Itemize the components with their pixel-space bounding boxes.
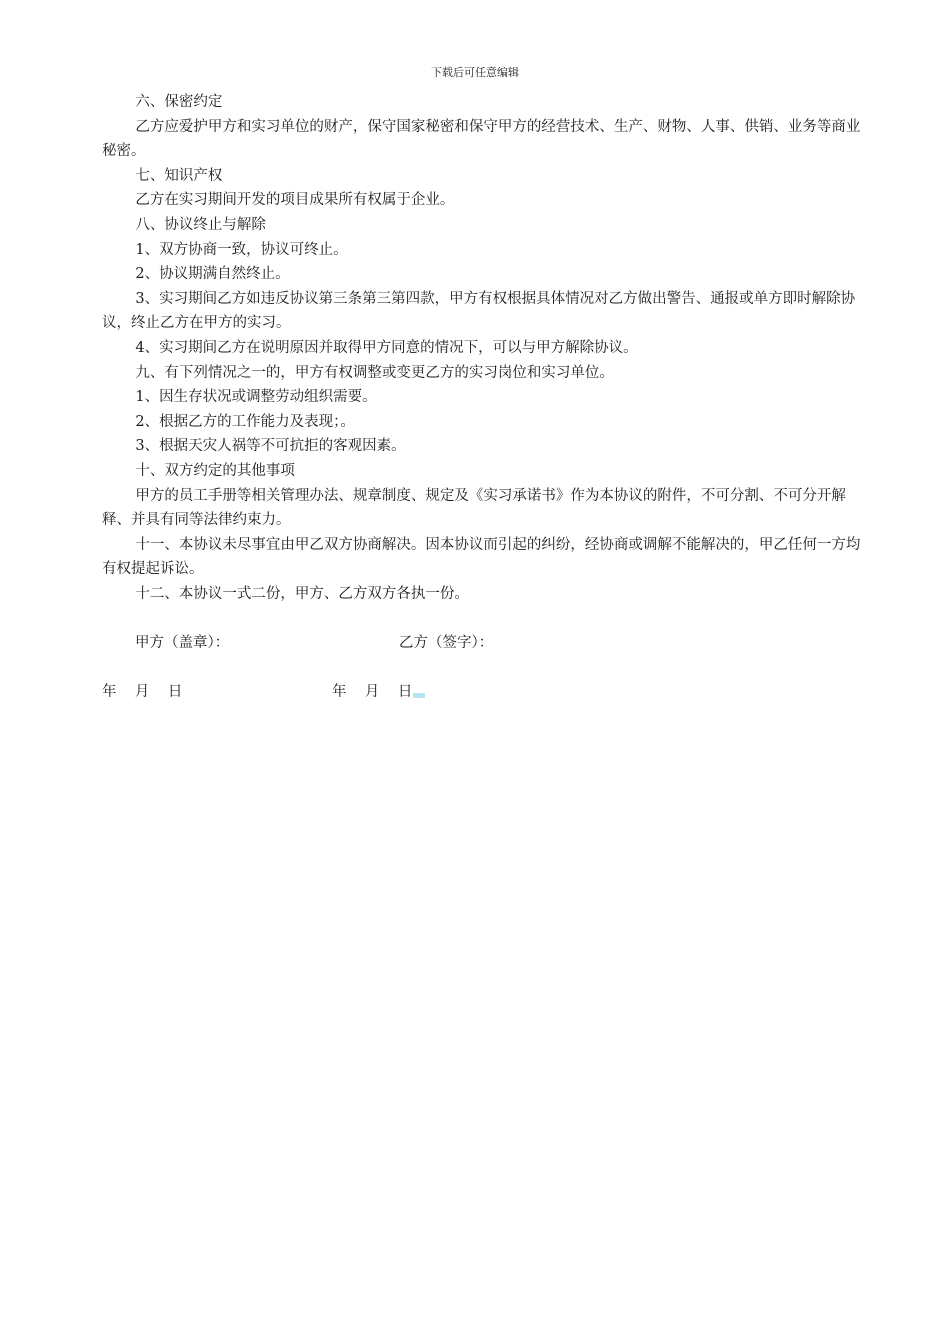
party-b-date-wrapper [332,680,425,705]
document-body [102,90,872,705]
section-heading-termination: 八、协议终止与解除 [135,216,266,233]
adjustment-item-2: 2、根据乙方的工作能力及表现；。 [135,413,355,430]
section-heading-ip: 七、知识产权 [135,167,223,184]
party-b-signature-label: 乙方（签字）： [399,635,494,652]
paragraph-other: 甲方的员工手册等相关管理办法、规章制度、规定及《实习承诺书》作为本协议的附件，不可分割、不可分开解释、并具有同等法律约束力。 [102,487,846,529]
paragraph-ip: 乙方在实习期间开发的项目成果所有权属于企业。 [135,192,455,209]
party-a-signature-label: 甲方（盖章）： [135,635,230,652]
page-header: 下载后可任意编辑 [431,66,519,79]
termination-item-3: 3、实习期间乙方如违反协议第三条第三第四款，甲方有权根据具体情况对乙方做出警告、通报或单方即时解除协议，终止乙方在甲方的实习。 [102,290,856,332]
termination-item-4: 4、实习期间乙方在说明原因并取得甲方同意的情况下，可以与甲方解除协议。 [135,339,638,356]
party-b-date: 年 月 日 [332,684,413,701]
section-heading-other: 十、双方约定的其他事项 [135,462,295,479]
adjustment-item-1: 1、因生存状况或调整劳动组织需要。 [135,389,377,406]
paragraph-confidentiality: 乙方应爱护甲方和实习单位的财产，保守国家秘密和保守甲方的经营技术、生产、财物、人事、供销、业务等商业秘密。 [102,118,861,160]
spacer [102,606,872,631]
section-heading-confidentiality: 六、保密约定 [135,94,223,110]
adjustment-item-3: 3、根据天灾人祸等不可抗拒的客观因素。 [135,438,406,455]
paragraph-copies: 十二、本协议一式二份，甲方、乙方双方各执一份。 [135,585,469,602]
date-row [102,680,872,705]
paragraph-dispute: 十一、本协议未尽事宜由甲乙双方协商解决。因本协议而引起的纠纷，经协商或调解不能解决的，甲乙任何一方均有权提起诉讼。 [102,536,861,578]
section-heading-adjustment: 九、有下列情况之一的，甲方有权调整或变更乙方的实习岗位和实习单位。 [135,364,614,381]
spacer [102,656,872,681]
party-a-date: 年 月 日 [102,684,183,701]
termination-item-1: 1、双方协商一致，协议可终止。 [135,241,348,258]
text-cursor-marker [413,693,425,698]
signature-row [102,631,872,656]
termination-item-2: 2、协议期满自然终止。 [135,266,290,283]
